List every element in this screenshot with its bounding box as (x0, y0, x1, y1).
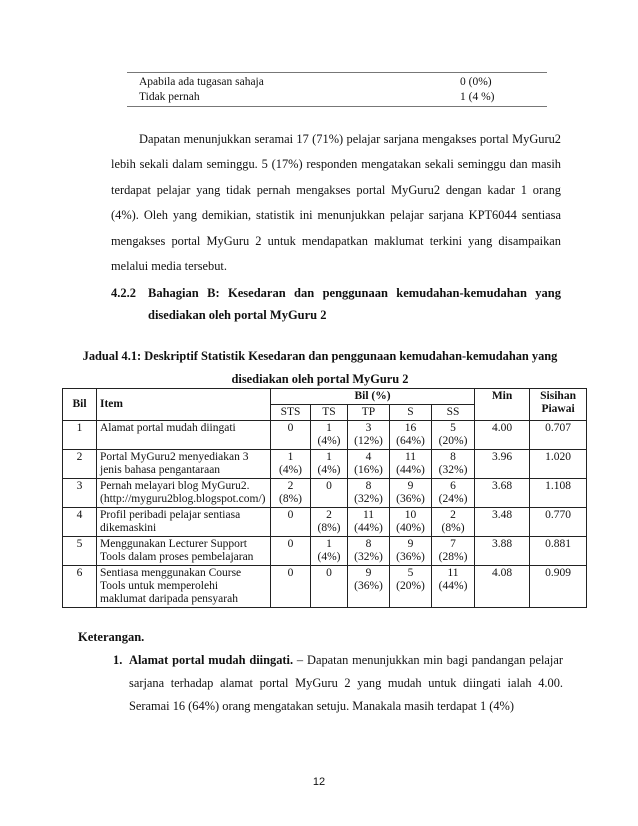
frequency-percent: (44%) (438, 580, 468, 592)
frequency-percent: (24%) (438, 493, 468, 505)
section-number: 4.2.2 (111, 286, 136, 300)
frequency-percent: (20%) (438, 435, 468, 447)
table-caption (60, 345, 580, 391)
item-line: Tools dalam proses pembelajaran (100, 551, 254, 563)
table-header-row (63, 389, 587, 405)
frequency-percent: (8%) (441, 522, 465, 534)
frequency-count: 0 (287, 509, 294, 521)
frequency-count: 11 (404, 451, 417, 463)
table-row (63, 421, 587, 450)
frequency-count: 0 (326, 567, 332, 579)
frequency-count: 8 (450, 451, 456, 463)
frequency-count: 10 (404, 509, 417, 521)
continued-table-row (127, 90, 547, 105)
frequency-percent: (32%) (354, 493, 383, 505)
item-line: Tools untuk memperolehi (100, 580, 219, 592)
table-row (63, 479, 587, 508)
cell-frequency (271, 508, 311, 537)
frequency-count: 3 (365, 422, 372, 434)
cell-item (97, 508, 271, 537)
cell-bil: 1 (63, 421, 97, 450)
cell-min: 3.96 (475, 450, 530, 479)
cell-frequency (432, 566, 475, 608)
frequency-count: 11 (362, 509, 375, 521)
frequency-percent: (36%) (396, 493, 425, 505)
cell-frequency (271, 537, 311, 566)
cell-sisihan-piawai: 0.881 (530, 537, 587, 566)
header-ss: SS (432, 405, 475, 421)
header-sisihan-piawai (530, 389, 587, 421)
item-body (129, 649, 563, 718)
item-number: 1. (113, 653, 123, 667)
frequency-percent: (28%) (438, 551, 468, 563)
header-s: S (390, 405, 432, 421)
frequency-percent: (44%) (354, 522, 383, 534)
cell-frequency (432, 508, 475, 537)
item-line: Portal MyGuru2 menyediakan 3 (100, 451, 249, 463)
cell-frequency (432, 421, 475, 450)
cell-frequency (390, 566, 432, 608)
frequency-percent: (20%) (396, 580, 425, 592)
cell-frequency (390, 537, 432, 566)
frequency-percent: (4%) (317, 551, 341, 563)
frequency-percent: (8%) (317, 522, 341, 534)
cell-sisihan-piawai: 0.770 (530, 508, 587, 537)
header-ts: TS (311, 405, 348, 421)
frequency-count: 0 (287, 538, 294, 550)
item-line: maklumat daripada pensyarah (100, 593, 238, 605)
table-row (63, 537, 587, 566)
cell-frequency (311, 479, 348, 508)
frequency-count: 8 (365, 480, 372, 492)
cell-min: 4.08 (475, 566, 530, 608)
frequency-count: 16 (404, 422, 417, 434)
item-line: (http://myguru2blog.blogspot.com/) (100, 493, 266, 505)
cell-frequency (348, 508, 390, 537)
cell-bil: 3 (63, 479, 97, 508)
item-line: Profil peribadi pelajar sentiasa (100, 509, 241, 521)
cell-sisihan-piawai: 0.909 (530, 566, 587, 608)
row-value: 0 (0%) (460, 76, 492, 88)
frequency-count: 4 (365, 451, 372, 463)
cell-frequency (432, 479, 475, 508)
frequency-percent: (32%) (354, 551, 383, 563)
header-item: Item (97, 389, 271, 421)
cell-frequency (311, 566, 348, 608)
keterangan-heading: Keterangan. (78, 630, 145, 644)
cell-sisihan-piawai: 1.108 (530, 479, 587, 508)
header-bil-percent: Bil (%) (271, 389, 475, 405)
section-title: Bahagian B: Kesedaran dan penggunaan kemudahan-kemudahan yang disediakan oleh portal MyGuru 2 (148, 286, 561, 322)
cell-bil: 5 (63, 537, 97, 566)
item-line: jenis bahasa pengantaraan (100, 464, 221, 476)
cell-min: 4.00 (475, 421, 530, 450)
item-line: Pernah melayari blog MyGuru2. (100, 480, 250, 492)
cell-frequency (390, 421, 432, 450)
cell-item (97, 537, 271, 566)
frequency-count: 5 (450, 422, 456, 434)
frequency-percent: (12%) (354, 435, 383, 447)
cell-item (97, 566, 271, 608)
row-label: Apabila ada tugasan sahaja (139, 76, 264, 88)
cell-bil: 6 (63, 566, 97, 608)
frequency-count: 5 (407, 567, 414, 579)
item-line: dikemaskini (100, 522, 157, 534)
frequency-count: 8 (365, 538, 372, 550)
cell-sisihan-piawai: 0.707 (530, 421, 587, 450)
cell-frequency (271, 479, 311, 508)
frequency-percent: (64%) (396, 435, 425, 447)
header-sts: STS (271, 405, 311, 421)
item-line: Alamat portal mudah diingati (100, 422, 236, 434)
cell-frequency (348, 421, 390, 450)
cell-frequency (432, 537, 475, 566)
cell-item (97, 450, 271, 479)
item-line: Menggunakan Lecturer Support (100, 538, 247, 550)
cell-frequency (348, 450, 390, 479)
cell-frequency (311, 450, 348, 479)
keterangan-item (113, 649, 563, 718)
cell-min: 3.88 (475, 537, 530, 566)
section-heading (111, 282, 561, 326)
frequency-count: 1 (287, 451, 294, 463)
header-sd-line2: Piawai (541, 403, 575, 415)
frequency-count: 0 (287, 422, 294, 434)
table-row (63, 508, 587, 537)
cell-frequency (390, 508, 432, 537)
body-paragraph (111, 127, 561, 279)
item-line: Sentiasa menggunakan Course (100, 567, 242, 579)
table-row (63, 450, 587, 479)
item-text: – Dapatan menunjukkan min bagi pandangan pelajar sarjana terhadap alamat portal MyGuru 2 yang mudah untuk diingati ialah 4.00. Seramai 16 (64%) orang mengatakan setuju. Manakala masih terdapat 1 (4%) (129, 653, 563, 713)
row-value: 1 (4 %) (460, 91, 495, 103)
header-tp: TP (348, 405, 390, 421)
frequency-percent: (4%) (279, 464, 302, 476)
cell-frequency (432, 450, 475, 479)
frequency-count: 9 (365, 567, 372, 579)
header-bil: Bil (63, 389, 97, 421)
cell-frequency (271, 421, 311, 450)
frequency-percent: (8%) (279, 493, 302, 505)
header-sd-line1: Sisihan (540, 390, 576, 402)
frequency-count: 0 (326, 480, 332, 492)
cell-frequency (311, 421, 348, 450)
frequency-percent: (36%) (396, 551, 425, 563)
cell-min: 3.68 (475, 479, 530, 508)
frequency-percent: (4%) (317, 435, 341, 447)
frequency-percent: (16%) (354, 464, 383, 476)
cell-bil: 2 (63, 450, 97, 479)
caption-line-1: Jadual 4.1: Deskriptif Statistik Kesedaran dan penggunaan kemudahan-kemudahan yang (82, 349, 558, 363)
frequency-count: 2 (450, 509, 456, 521)
frequency-percent: (36%) (354, 580, 383, 592)
cell-frequency (390, 479, 432, 508)
cell-frequency (348, 537, 390, 566)
header-min: Min (475, 389, 530, 421)
frequency-percent: (32%) (438, 464, 468, 476)
statistics-table (62, 388, 587, 608)
cell-frequency (348, 479, 390, 508)
frequency-count: 6 (450, 480, 456, 492)
table-row (63, 566, 587, 608)
cell-frequency (390, 450, 432, 479)
continued-table (127, 75, 547, 105)
item-title: Alamat portal mudah diingati. (129, 653, 294, 667)
cell-frequency (348, 566, 390, 608)
frequency-percent: (4%) (317, 464, 341, 476)
frequency-count: 2 (287, 480, 294, 492)
continued-table-rule-top (127, 72, 547, 73)
frequency-count: 0 (287, 567, 294, 579)
frequency-percent: (40%) (396, 522, 425, 534)
frequency-count: 1 (326, 451, 332, 463)
frequency-count: 1 (326, 538, 332, 550)
cell-frequency (271, 566, 311, 608)
cell-frequency (311, 508, 348, 537)
cell-min: 3.48 (475, 508, 530, 537)
frequency-count: 9 (407, 480, 414, 492)
row-label: Tidak pernah (139, 91, 200, 103)
caption-line-2: disediakan oleh portal MyGuru 2 (231, 372, 409, 386)
frequency-count: 11 (447, 567, 459, 579)
frequency-count: 7 (450, 538, 456, 550)
frequency-percent: (44%) (396, 464, 425, 476)
page-number: 12 (312, 776, 326, 788)
frequency-count: 2 (326, 509, 332, 521)
frequency-count: 9 (407, 538, 414, 550)
paragraph-text: Dapatan menunjukkan seramai 17 (71%) pelajar sarjana mengakses portal MyGuru2 lebih sekali dalam seminggu. 5 (17%) responden mengatakan sekali seminggu dan masih terdapat pelajar yang tidak pernah mengakses portal MyGuru2 dengan kadar 1 orang (4%). Oleh yang demikian, statistik ini menunjukkan pelajar sarjana KPT6044 sentiasa mengakses portal MyGuru 2 untuk mendapatkan maklumat terkini yang disampaikan melalui media tersebut. (111, 132, 561, 274)
cell-sisihan-piawai: 1.020 (530, 450, 587, 479)
cell-item (97, 421, 271, 450)
continued-table-row (127, 75, 547, 90)
frequency-count: 1 (326, 422, 332, 434)
cell-bil: 4 (63, 508, 97, 537)
cell-frequency (271, 450, 311, 479)
cell-item (97, 479, 271, 508)
cell-frequency (311, 537, 348, 566)
continued-table-rule-bottom (127, 106, 547, 107)
